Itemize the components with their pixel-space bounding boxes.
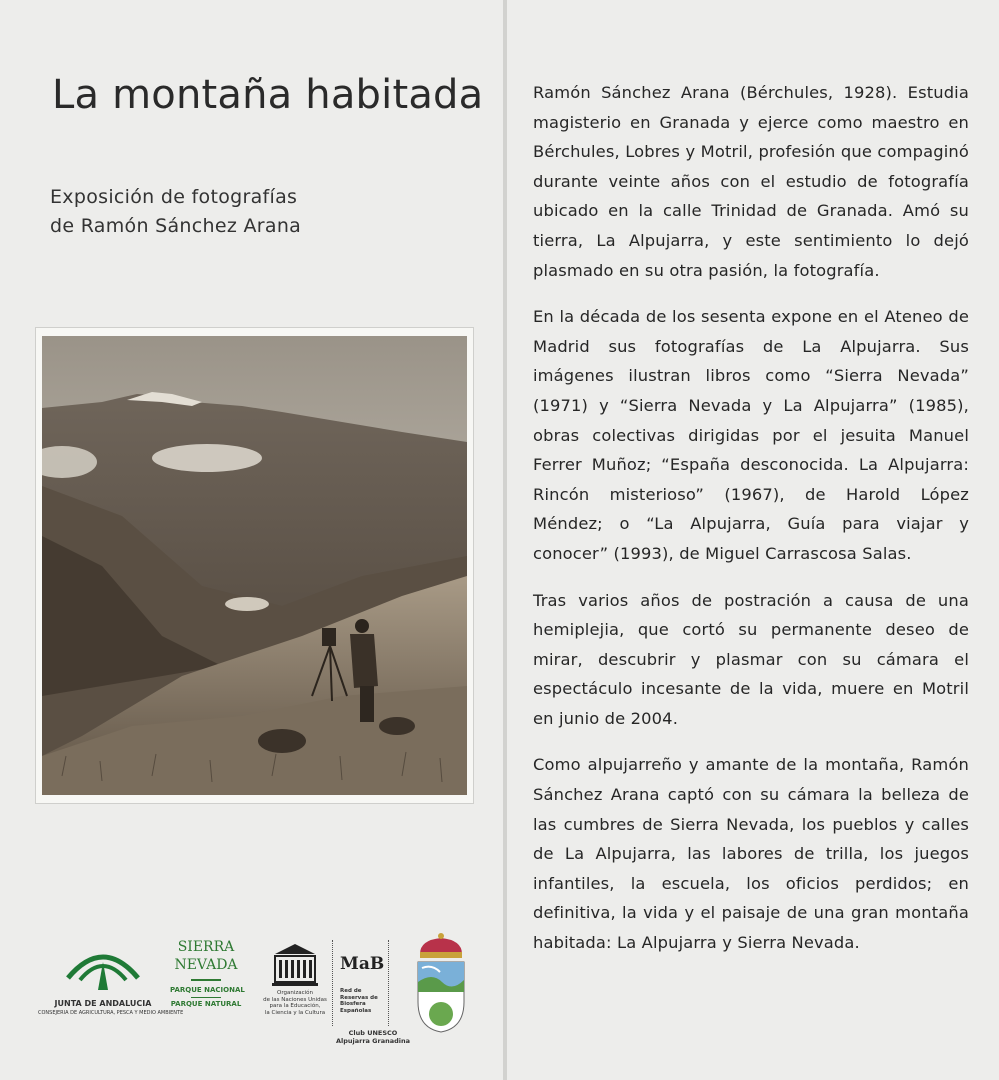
parque-nacional: PARQUE NACIONAL: [170, 986, 245, 994]
unesco-org-2: de las Naciones Unidas: [263, 996, 327, 1003]
exhibition-title: La montaña habitada: [52, 72, 484, 118]
mab-4: Españolas: [340, 1007, 372, 1014]
coat-of-arms-logo: [412, 932, 470, 1040]
mab-text: [340, 988, 390, 1014]
sierra-nevada-logo: [170, 938, 245, 1010]
photo-frame: [36, 328, 473, 803]
mab-word: MaB: [340, 954, 385, 974]
club-2: Alpujarra Granadina: [335, 1036, 411, 1045]
sierra-divider: [191, 979, 221, 981]
biography-text: [533, 78, 969, 975]
sierra-divider-2: [191, 997, 221, 998]
exhibition-subtitle: [50, 183, 301, 241]
unesco-temple-icon: [258, 942, 332, 988]
paragraph-2: En la década de los sesenta expone en el Ateneo de Madrid sus fotografías de La Alpujarra. Sus imágenes ilustran libros como “Sierra Nevada” (1971) y “Sierra Nevada y La Alpujarra” (1985), obras colectivas dirigidas por el jesuita Manuel Ferrer Muñoz; “España desconocida. La Alpujarra: Rincón misterioso” (1967), de Harold López Méndez; o “La Alpujarra, Guía para viajar y conocer” (1993), de Miguel Carrascosa Salas.: [533, 307, 969, 563]
mab-3: Biosfera: [340, 1001, 366, 1007]
mountain-photograph: [42, 336, 467, 795]
unesco-org-1: Organización: [276, 990, 314, 996]
unesco-org-3: para la Educación,: [269, 1003, 321, 1009]
mab-1: Red de: [340, 988, 362, 994]
junta-dept: CONSEJERIA DE AGRICULTURA, PESCA Y MEDIO AMBIENTE: [38, 1009, 184, 1016]
unesco-org-text: [250, 990, 340, 1016]
sponsor-logos: [0, 930, 503, 1060]
coat-of-arms-icon: [412, 932, 470, 1036]
junta-name: JUNTA DE ANDALUCIA: [54, 999, 152, 1008]
junta-andalucia-icon: [38, 938, 168, 994]
unesco-org-4: la Ciencia y la Cultura: [264, 1009, 326, 1016]
paragraph-3: Tras varios años de postración a causa de una hemiplejia, que cortó su permanente deseo de mirar, descubrir y plasmar con su cámara el espectáculo incesante de la vida, muere en Motril en junio de 2004.: [533, 590, 969, 728]
subtitle-line-1: Exposición de fotografías: [50, 186, 298, 208]
paragraph-4: Como alpujarreño y amante de la montaña, Ramón Sánchez Arana captó con su cámara la belleza de las cumbres de Sierra Nevada, los pueblos y calles de La Alpujarra, las labores de trilla, los juegos infantiles, la escuela, los oficios perdidos; en definitiva, la vida y el paisaje de una gran montaña habitada: La Alpujarra y Sierra Nevada.: [533, 755, 969, 953]
mab-2: Reservas de: [340, 994, 378, 1001]
paragraph-1: Ramón Sánchez Arana (Bérchules, 1928). Estudia magisterio en Granada y ejerce como maestro en Bérchules, Lobres y Motril, profesión que compaginó durante veinte años con el estudio de fotografía ubicado en la calle Trinidad de Granada. Amó su tierra, La Alpujarra, y este sentimiento lo dejó plasmado en su otra pasión, la fotografía.: [533, 83, 969, 280]
sierra-line-2: NEVADA: [174, 957, 238, 973]
junta-andalucia-logo: [38, 938, 184, 1017]
subtitle-line-2: de Ramón Sánchez Arana: [50, 215, 302, 237]
club-1: Club UNESCO: [348, 1029, 398, 1037]
sierra-line-1: SIERRA: [177, 939, 235, 955]
logo-separator: [332, 940, 333, 1026]
unesco-logo: [258, 942, 332, 1016]
parque-natural: PARQUE NATURAL: [170, 1000, 242, 1008]
mab-logo: [340, 942, 390, 1014]
logo-separator-2: [388, 940, 389, 1026]
